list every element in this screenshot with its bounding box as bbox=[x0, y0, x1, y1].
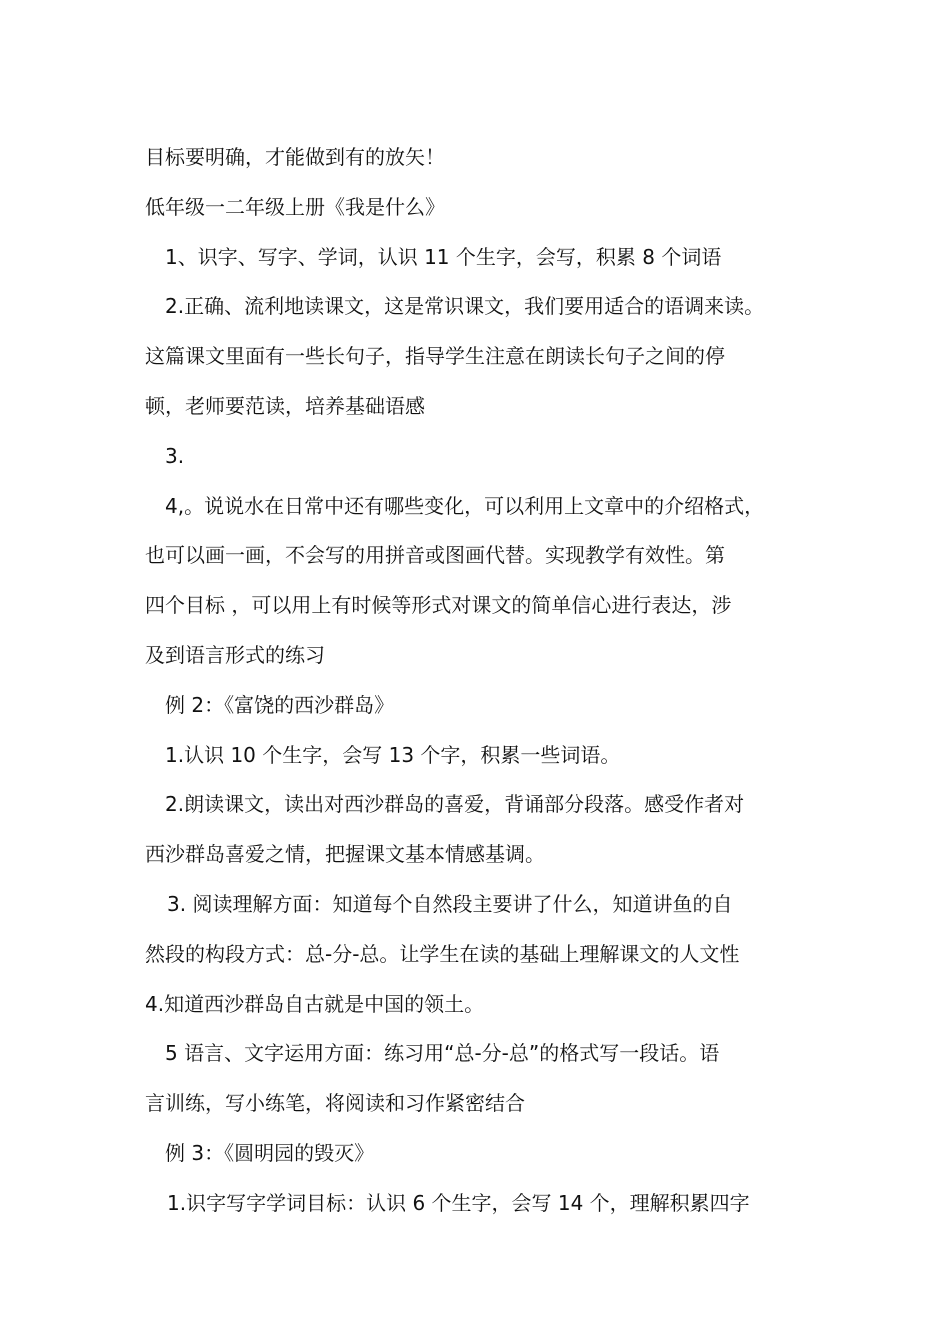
text-line: 4,。说说水在日常中还有哪些变化，可以利用上文章中的介绍格式， bbox=[165, 493, 765, 518]
text-line: 1.识字写字学词目标：认识 6 个生字，会写 14 个，理解积累四字 bbox=[167, 1190, 750, 1215]
text-line: 1.认识 10 个生字，会写 13 个字，积累一些词语。 bbox=[165, 742, 621, 767]
text-line: 2.正确、流利地读课文，这是常识课文，我们要用适合的语调来读。 bbox=[165, 294, 765, 319]
text-line: 这篇课文里面有一些长句子，指导学生注意在朗读长句子之间的停 bbox=[145, 344, 725, 369]
text-line: 目标要明确，才能做到有的放矢！ bbox=[145, 145, 445, 169]
text-line: 2.朗读课文，读出对西沙群岛的喜爱，背诵部分段落。感受作者对 bbox=[165, 792, 745, 817]
text-line: 低年级一二年级上册《我是什么》 bbox=[145, 194, 445, 219]
text-line: 4.知道西沙群岛自古就是中国的领土。 bbox=[145, 991, 485, 1016]
text-line: 5 语言、文字运用方面：练习用“总-分-总”的格式写一段话。语 bbox=[165, 1041, 720, 1066]
text-line: 1、识字、写字、学词，认识 11 个生字，会写，积累 8 个词语 bbox=[165, 244, 722, 269]
text-line: 言训练，写小练笔，将阅读和习作紧密结合 bbox=[145, 1091, 525, 1116]
text-line: 及到语言形式的练习 bbox=[145, 642, 325, 667]
text-line: 然段的构段方式：总-分-总。让学生在读的基础上理解课文的人文性 bbox=[145, 941, 740, 966]
text-line: 西沙群岛喜爱之情，把握课文基本情感基调。 bbox=[145, 842, 545, 867]
text-line: 例 2：《富饶的西沙群岛》 bbox=[165, 692, 395, 717]
document-body bbox=[145, 133, 825, 1229]
text-line: 例 3：《圆明园的毁灭》 bbox=[165, 1140, 375, 1165]
text-line: 也可以画一画，不会写的用拼音或图画代替。实现教学有效性。第 bbox=[145, 543, 725, 568]
text-line: 四个目标 ，可以用上有时候等形式对课文的简单信心进行表达，涉 bbox=[145, 593, 732, 618]
text-line: 3. 阅读理解方面：知道每个自然段主要讲了什么，知道讲鱼的自 bbox=[167, 891, 733, 916]
text-line: 3. bbox=[165, 443, 185, 468]
text-line: 顿，老师要范读，培养基础语感 bbox=[145, 393, 425, 418]
